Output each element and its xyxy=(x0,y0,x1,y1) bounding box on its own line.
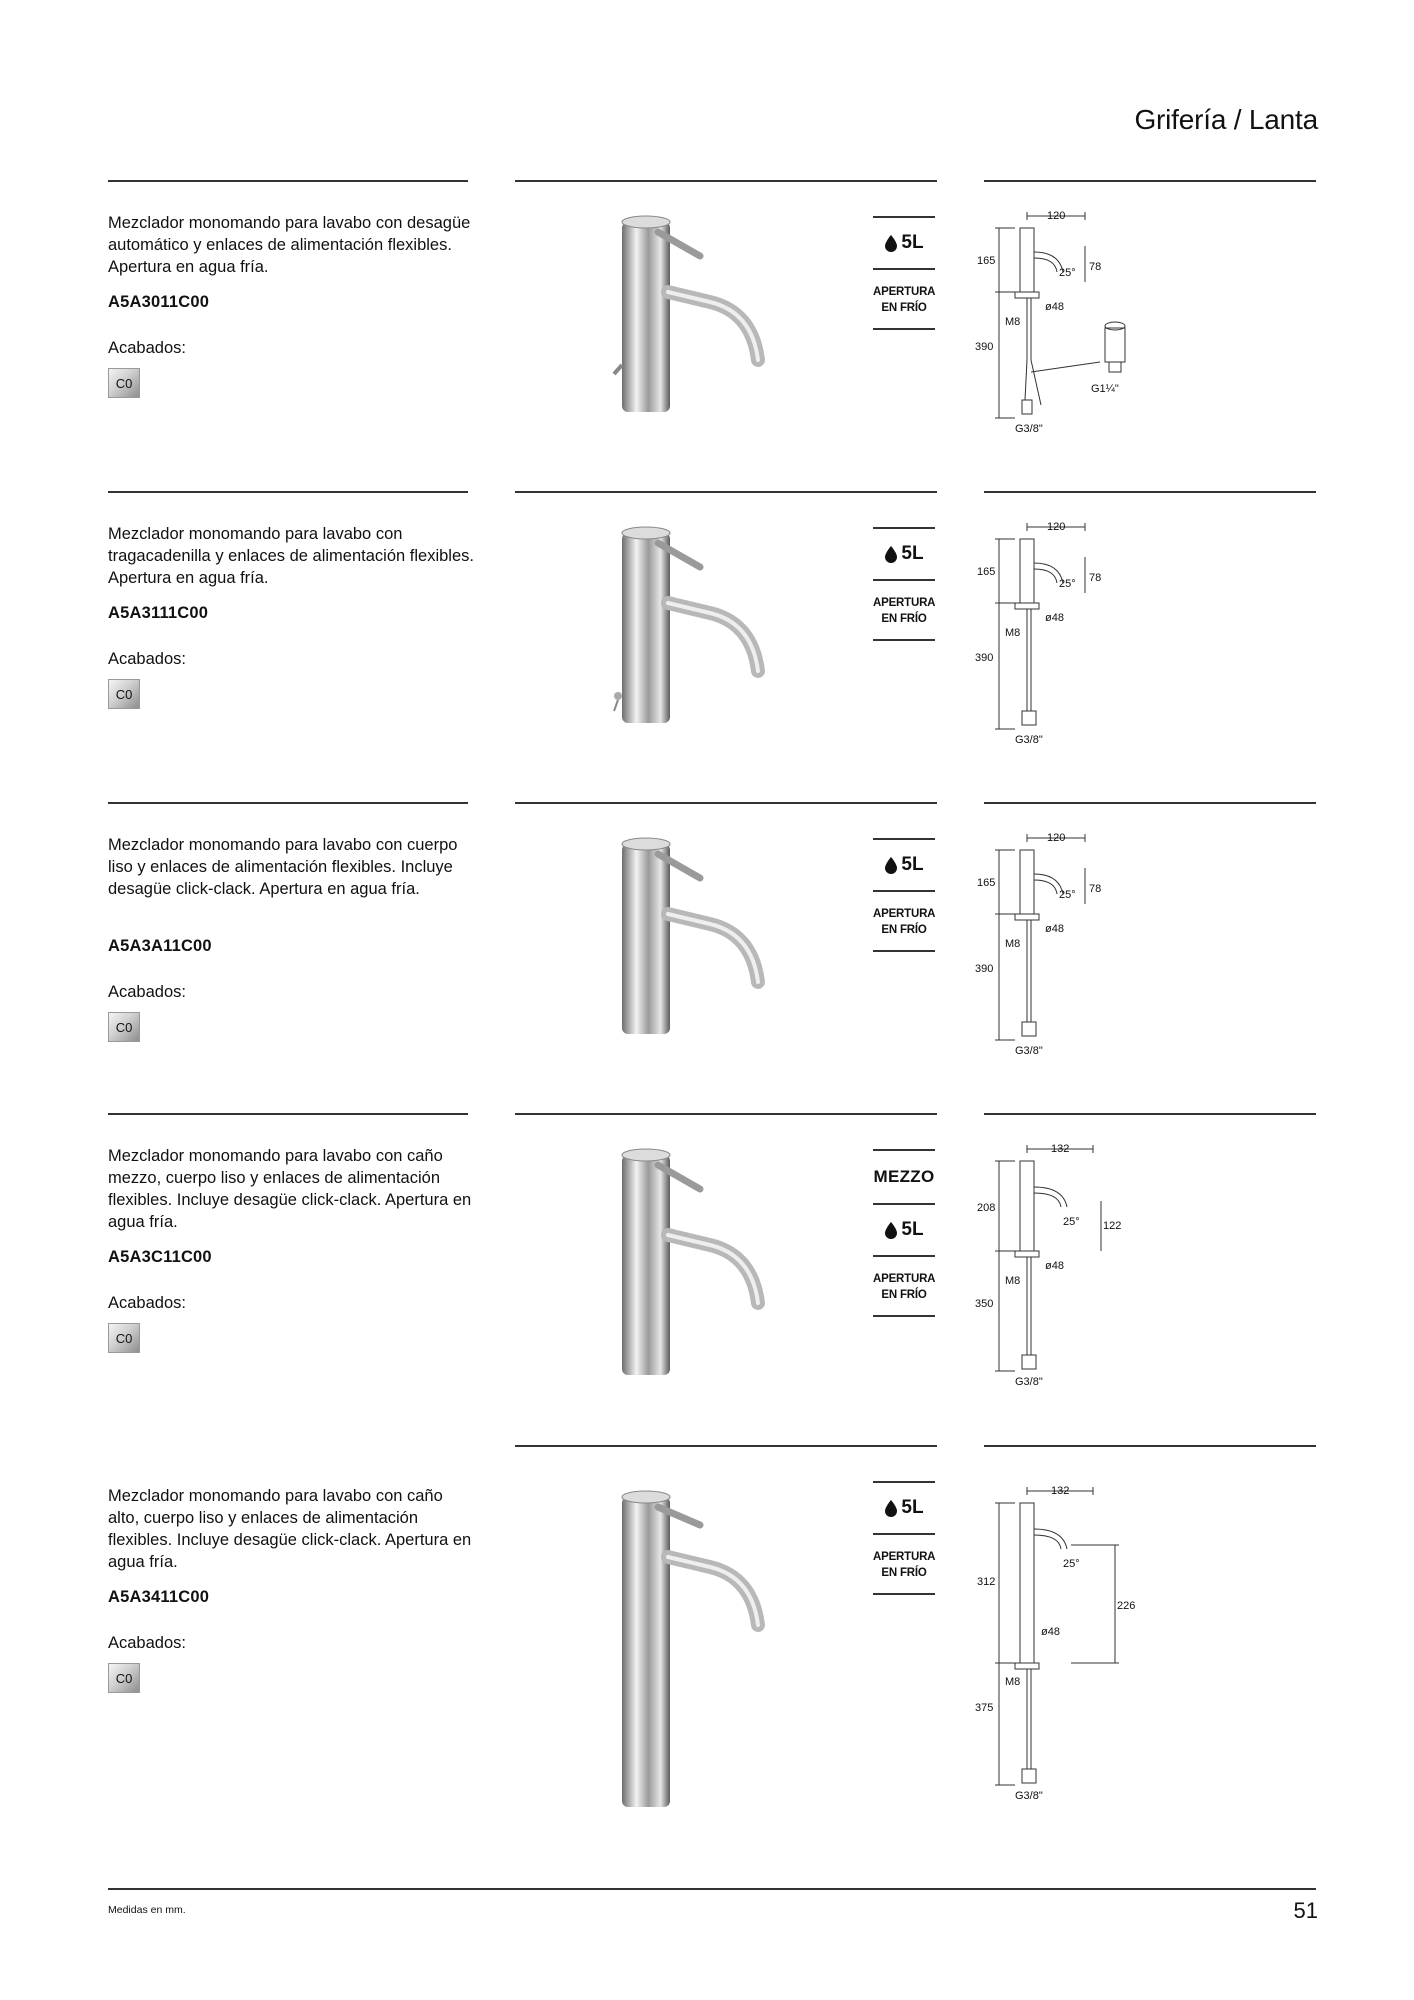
finishes-label: Acabados: xyxy=(108,650,186,668)
product-description: Mezclador monomando para lavabo con caño mezzo, cuerpo liso y enlaces de alimentación flexibles. Incluye desagüe click-clack. Apertura en agua fría. xyxy=(108,1147,472,1231)
divider xyxy=(108,491,468,493)
flow-badge xyxy=(873,1483,935,1533)
faucet-photo xyxy=(560,210,820,420)
dimension-label: 25° xyxy=(1059,889,1076,901)
flow-badge xyxy=(873,840,935,890)
dimension-label: 312 xyxy=(977,1576,996,1588)
divider xyxy=(984,1113,1316,1115)
cold-opening-badge xyxy=(873,581,935,639)
feature-badges xyxy=(873,216,935,330)
technical-drawing xyxy=(975,521,1165,751)
divider xyxy=(984,802,1316,804)
divider xyxy=(515,802,937,804)
divider xyxy=(108,1113,468,1115)
flow-badge xyxy=(873,1205,935,1255)
dimension-label: 25° xyxy=(1059,267,1076,279)
flow-text: 5L xyxy=(901,232,924,253)
product-description: Mezclador monomando para lavabo con desagüe automático y enlaces de alimentación flexibles. Apertura en agua fría. xyxy=(108,214,471,276)
badge-line: APERTURA xyxy=(873,597,936,609)
dimension-label: 78 xyxy=(1089,883,1102,895)
dimension-label: 132 xyxy=(1051,1143,1070,1155)
faucet-photo xyxy=(560,1143,820,1383)
product-code: A5A3011C00 xyxy=(108,293,210,311)
finishes-label: Acabados: xyxy=(108,983,186,1001)
divider xyxy=(515,1445,937,1447)
product-code: A5A3411C00 xyxy=(108,1588,210,1606)
dimension-label: M8 xyxy=(1005,938,1021,950)
finish-swatch-chrome[interactable]: C0 xyxy=(108,1012,140,1042)
flow-badge xyxy=(873,218,935,268)
flow-text: 5L xyxy=(901,543,924,564)
flow-badge xyxy=(873,529,935,579)
badge-line: APERTURA xyxy=(873,1551,936,1563)
dimension-label: 25° xyxy=(1059,578,1076,590)
dimension-label: G3/8" xyxy=(1015,1790,1043,1802)
badge-line: EN FRÍO xyxy=(881,302,927,314)
water-drop-icon xyxy=(884,1500,898,1517)
page-number: 51 xyxy=(1293,1898,1318,1923)
dimension-label: M8 xyxy=(1005,1676,1021,1688)
finishes-label: Acabados: xyxy=(108,1294,186,1312)
dimension-label: 390 xyxy=(975,341,994,353)
divider xyxy=(515,1113,937,1115)
water-drop-icon xyxy=(884,546,898,563)
finish-swatch-chrome[interactable]: C0 xyxy=(108,368,140,398)
dimension-label: ø48 xyxy=(1045,301,1064,313)
mezzo-badge: MEZZO xyxy=(873,1167,935,1186)
dimension-label: 25° xyxy=(1063,1558,1080,1570)
dimension-label: ø48 xyxy=(1045,612,1064,624)
dimension-label: 78 xyxy=(1089,572,1102,584)
badge-line: EN FRÍO xyxy=(881,1567,927,1579)
cold-opening-badge xyxy=(873,1535,935,1593)
finishes-label: Acabados: xyxy=(108,339,186,357)
dimension-label: 165 xyxy=(977,255,996,267)
flow-text: 5L xyxy=(901,1219,924,1240)
badge-line: APERTURA xyxy=(873,908,936,920)
product-description: Mezclador monomando para lavabo con cuerpo liso y enlaces de alimentación flexibles. Incluye desagüe click-clack. Apertura en agua fría. xyxy=(108,836,458,898)
divider xyxy=(108,802,468,804)
product-code: A5A3111C00 xyxy=(108,604,209,622)
divider xyxy=(984,1445,1316,1447)
badge-line: APERTURA xyxy=(873,286,936,298)
faucet-photo xyxy=(560,1485,820,1815)
dimension-label: M8 xyxy=(1005,1275,1021,1287)
dimension-label: 132 xyxy=(1051,1485,1070,1497)
product-description: Mezclador monomando para lavabo con tragacadenilla y enlaces de alimentación flexibles. Apertura en agua fría. xyxy=(108,525,474,587)
dimension-label: 226 xyxy=(1117,1600,1136,1612)
dimension-label: 390 xyxy=(975,652,994,664)
badge-line: EN FRÍO xyxy=(881,613,927,625)
divider xyxy=(108,180,468,182)
technical-drawing xyxy=(975,1485,1165,1805)
water-drop-icon xyxy=(884,235,898,252)
water-drop-icon xyxy=(884,857,898,874)
product-code: A5A3A11C00 xyxy=(108,937,212,955)
dimension-label: 375 xyxy=(975,1702,994,1714)
technical-drawing xyxy=(975,210,1165,440)
dimension-label: 165 xyxy=(977,877,996,889)
dimension-label: G3/8" xyxy=(1015,734,1043,746)
dimension-label: M8 xyxy=(1005,627,1021,639)
faucet-photo xyxy=(560,521,820,731)
finishes-label: Acabados: xyxy=(108,1634,186,1652)
badge-line: APERTURA xyxy=(873,1273,936,1285)
faucet-photo xyxy=(560,832,820,1042)
dimension-label: ø48 xyxy=(1041,1626,1060,1638)
divider xyxy=(515,491,937,493)
divider xyxy=(984,180,1316,182)
dimension-label: G3/8" xyxy=(1015,1045,1043,1057)
badge-line: EN FRÍO xyxy=(881,1289,927,1301)
feature-badges xyxy=(873,1481,935,1595)
water-drop-icon xyxy=(884,1222,898,1239)
feature-badges xyxy=(873,1149,935,1317)
cold-opening-badge xyxy=(873,892,935,950)
dimension-label: G3/8" xyxy=(1015,1376,1043,1388)
cold-opening-badge xyxy=(873,270,935,328)
dimension-label: 208 xyxy=(977,1202,996,1214)
cold-opening-badge xyxy=(873,1257,935,1315)
dimension-label: 78 xyxy=(1089,261,1102,273)
dimension-label: ø48 xyxy=(1045,1260,1064,1272)
dimension-label: 390 xyxy=(975,963,994,975)
technical-drawing xyxy=(975,832,1165,1062)
dimension-label: G1¼" xyxy=(1091,383,1119,395)
dimension-label: 122 xyxy=(1103,1220,1122,1232)
finish-swatch-chrome[interactable]: C0 xyxy=(108,1323,140,1353)
dimension-label: 25° xyxy=(1063,1216,1080,1228)
badge-line: EN FRÍO xyxy=(881,924,927,936)
dimension-label: ø48 xyxy=(1045,923,1064,935)
finish-swatch-chrome[interactable]: C0 xyxy=(108,1663,140,1693)
dimension-label: 120 xyxy=(1047,210,1066,222)
dimension-label: 120 xyxy=(1047,832,1066,844)
dimension-label: 350 xyxy=(975,1298,994,1310)
product-code: A5A3C11C00 xyxy=(108,1248,212,1266)
footer-divider xyxy=(108,1888,1316,1890)
product-description: Mezclador monomando para lavabo con caño alto, cuerpo liso y enlaces de alimentación flexibles. Incluye desagüe click-clack. Apertura en agua fría. xyxy=(108,1487,472,1571)
dimension-label: 120 xyxy=(1047,521,1066,533)
page-title: Grifería / Lanta xyxy=(1134,104,1318,135)
dimension-label: M8 xyxy=(1005,316,1021,328)
flow-text: 5L xyxy=(901,854,924,875)
dimension-label: G3/8" xyxy=(1015,423,1043,435)
measurement-note: Medidas en mm. xyxy=(108,1904,186,1916)
flow-text: 5L xyxy=(901,1497,924,1518)
divider xyxy=(515,180,937,182)
dimension-label: 165 xyxy=(977,566,996,578)
feature-badges xyxy=(873,838,935,952)
technical-drawing xyxy=(975,1143,1165,1393)
feature-badges xyxy=(873,527,935,641)
finish-swatch-chrome[interactable]: C0 xyxy=(108,679,140,709)
divider xyxy=(984,491,1316,493)
